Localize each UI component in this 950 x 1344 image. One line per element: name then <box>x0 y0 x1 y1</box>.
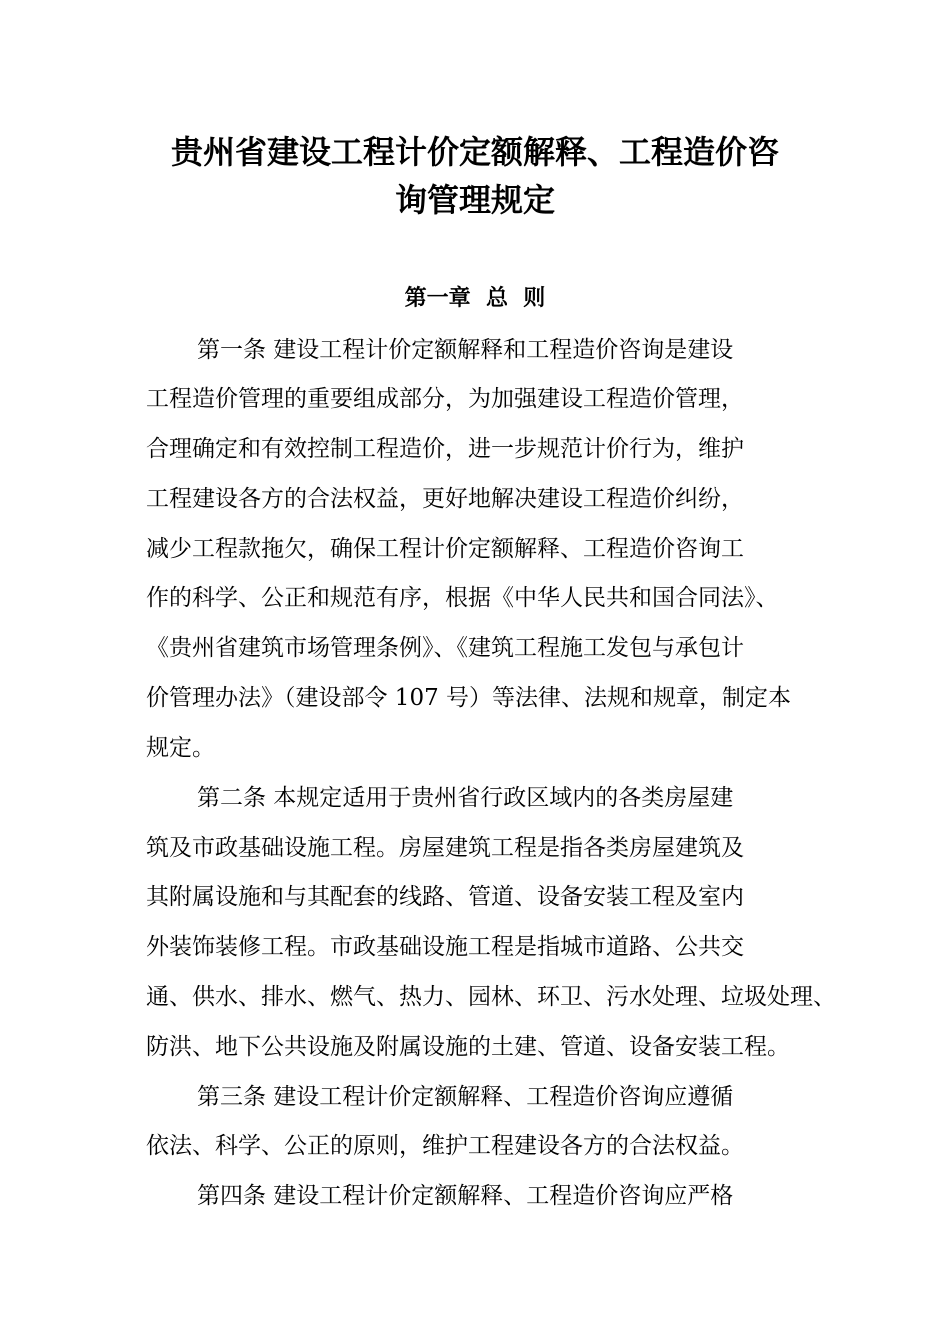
body-line: 外装饰装修工程。市政基础设施工程是指城市道路、公共交 <box>146 934 744 960</box>
body-line: 作的科学、公正和规范有序，根据《中华人民共和国合同法》、 <box>146 585 779 611</box>
body-line: 《贵州省建筑市场管理条例》、《建筑工程施工发包与承包计 <box>146 635 744 661</box>
body-line: 第三条 建设工程计价定额解释、工程造价咨询应遵循 <box>197 1084 734 1110</box>
body-line: 价管理办法》（建设部令 107 号）等法律、法规和规章，制定本 <box>146 685 792 711</box>
document-title-line-1: 贵州省建设工程计价定额解释、工程造价咨 <box>170 133 779 171</box>
body-line: 工程造价管理的重要组成部分，为加强建设工程造价管理， <box>146 386 744 412</box>
body-line: 规定。 <box>146 735 215 761</box>
body-line: 第二条 本规定适用于贵州省行政区域内的各类房屋建 <box>197 785 734 811</box>
body-line: 其附属设施和与其配套的线路、管道、设备安装工程及室内 <box>146 884 744 910</box>
document-title-line-2: 询管理规定 <box>394 181 555 219</box>
body-line: 依法、科学、公正的原则，维护工程建设各方的合法权益。 <box>146 1133 744 1159</box>
body-line: 第四条 建设工程计价定额解释、工程造价咨询应严格 <box>197 1183 734 1209</box>
body-line: 第一条 建设工程计价定额解释和工程造价咨询是建设 <box>197 337 734 363</box>
body-line: 合理确定和有效控制工程造价，进一步规范计价行为，维护 <box>146 436 744 462</box>
body-line: 减少工程款拖欠，确保工程计价定额解释、工程造价咨询工 <box>146 536 744 562</box>
body-line: 工程建设各方的合法权益，更好地解决建设工程造价纠纷， <box>146 486 744 512</box>
chapter-heading: 第一章 总 则 <box>404 286 546 311</box>
body-line: 通、供水、排水、燃气、热力、园林、环卫、污水处理、垃圾处理、 <box>146 984 836 1010</box>
body-line: 防洪、地下公共设施及附属设施的土建、管道、设备安装工程。 <box>146 1034 790 1060</box>
body-line: 筑及市政基础设施工程。房屋建筑工程是指各类房屋建筑及 <box>146 835 744 861</box>
